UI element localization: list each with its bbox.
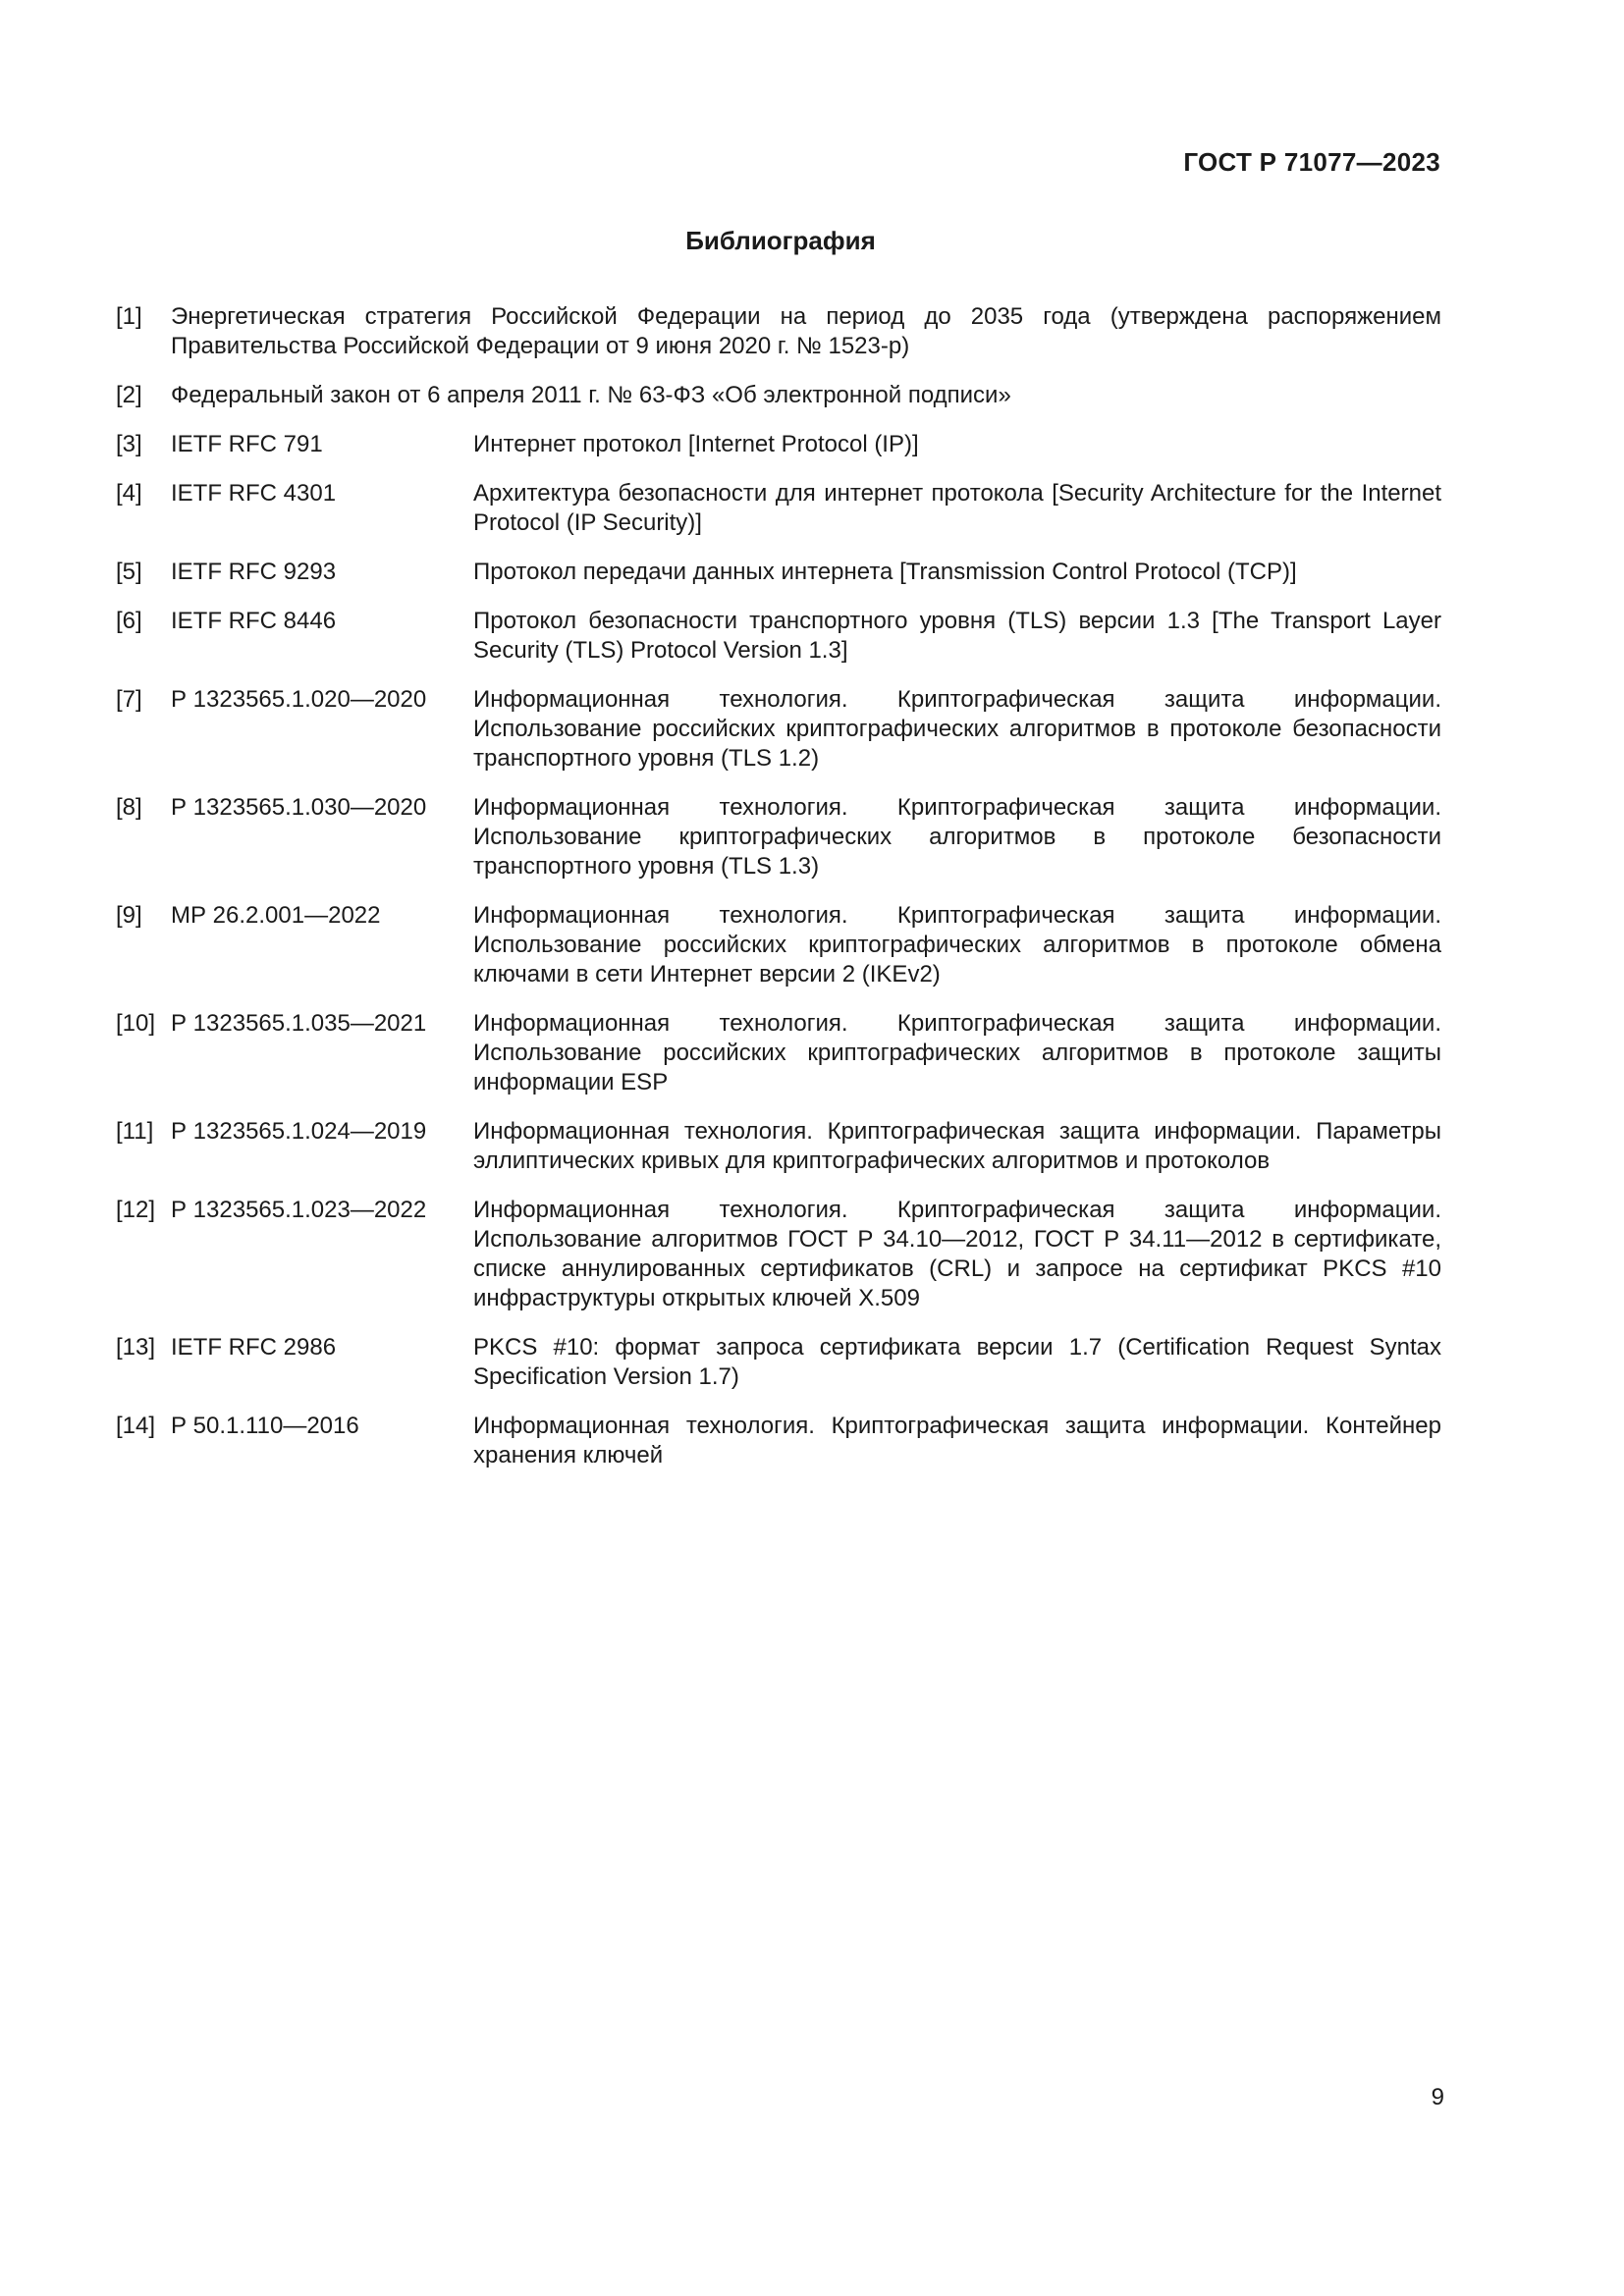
document-code: ГОСТ Р 71077—2023	[1183, 147, 1440, 177]
bibliography-entry	[116, 607, 1441, 666]
entry-number: [5]	[116, 559, 142, 585]
entry-text: Информационная технология. Криптографическая защита информации. Параметры эллиптических кривых для криптографических алгоритмов и протоколов	[473, 1118, 1441, 1174]
bibliography-entry	[116, 479, 1441, 538]
entry-number: [13]	[116, 1334, 156, 1361]
entry-text: Архитектура безопасности для интернет протокола [Security Architecture for the Internet Protocol (IP Security)]	[473, 480, 1441, 536]
entry-number: [6]	[116, 608, 142, 634]
entry-text: Информационная технология. Криптографическая защита информации. Использование российских криптографических алгоритмов в протоколе безопасности транспортного уровня (TLS 1.2)	[473, 686, 1441, 772]
page-number: 9	[1431, 2084, 1444, 2110]
entry-number: [1]	[116, 303, 142, 330]
entry-code: МР 26.2.001—2022	[171, 902, 381, 929]
entry-code: Р 1323565.1.024—2019	[171, 1118, 427, 1145]
entry-code: Р 50.1.110—2016	[171, 1413, 359, 1439]
entry-code: IETF RFC 4301	[171, 480, 337, 507]
entry-text: Интернет протокол [Internet Protocol (IP)]	[473, 431, 919, 457]
entry-text: Информационная технология. Криптографическая защита информации. Контейнер хранения ключей	[473, 1413, 1441, 1468]
entry-code: Р 1323565.1.023—2022	[171, 1197, 427, 1223]
bibliography-entry	[116, 1009, 1441, 1097]
entry-number: [3]	[116, 431, 142, 457]
entry-number: [2]	[116, 382, 142, 408]
entry-number: [10]	[116, 1010, 156, 1037]
entry-code: IETF RFC 2986	[171, 1334, 337, 1361]
entry-text: PKCS #10: формат запроса сертификата версии 1.7 (Certification Request Syntax Specification Version 1.7)	[473, 1334, 1441, 1390]
entry-code: Р 1323565.1.020—2020	[171, 686, 427, 713]
entry-text: Протокол передачи данных интернета [Transmission Control Protocol (TCP)]	[473, 559, 1297, 585]
bibliography-list	[116, 302, 1441, 1490]
bibliography-entry	[116, 793, 1441, 881]
entry-number: [14]	[116, 1413, 156, 1439]
entry-text: Информационная технология. Криптографическая защита информации. Использование российских криптографических алгоритмов в протоколе обмена ключами в сети Интернет версии 2 (IKEv2)	[473, 902, 1441, 988]
entry-number: [4]	[116, 480, 142, 507]
bibliography-entry	[116, 901, 1441, 989]
entry-code: Р 1323565.1.035—2021	[171, 1010, 427, 1037]
bibliography-entry	[116, 1333, 1441, 1392]
entry-code: IETF RFC 791	[171, 431, 323, 457]
bibliography-entry	[116, 1117, 1441, 1176]
bibliography-entry	[116, 558, 1441, 587]
entry-code: IETF RFC 8446	[171, 608, 337, 634]
entry-number: [7]	[116, 686, 142, 713]
entry-number: [9]	[116, 902, 142, 929]
bibliography-entry	[116, 1412, 1441, 1470]
entry-text: Информационная технология. Криптографическая защита информации. Использование криптографических алгоритмов в протоколе безопасности транспортного уровня (TLS 1.3)	[473, 794, 1441, 880]
entry-text: Информационная технология. Криптографическая защита информации. Использование алгоритмов ГОСТ Р 34.10—2012, ГОСТ Р 34.11—2012 в сертификате, списке аннулированных сертификатов (CRL) и запросе на сертификат PKCS #10 инфраструктуры открытых ключей X.509	[473, 1197, 1441, 1311]
entry-number: [12]	[116, 1197, 156, 1223]
bibliography-entry	[116, 430, 1441, 459]
entry-number: [11]	[116, 1118, 154, 1145]
bibliography-entry	[116, 1196, 1441, 1313]
entry-text: Федеральный закон от 6 апреля 2011 г. № 63-ФЗ «Об электронной подписи»	[171, 382, 1011, 408]
entry-text: Энергетическая стратегия Российской Федерации на период до 2035 года (утверждена распоряжением Правительства Российской Федерации от 9 июня 2020 г. № 1523-р)	[171, 303, 1441, 359]
bibliography-entry	[116, 685, 1441, 774]
entry-text: Протокол безопасности транспортного уровня (TLS) версии 1.3 [The Transport Layer Security (TLS) Protocol Version 1.3]	[473, 608, 1441, 664]
entry-code: Р 1323565.1.030—2020	[171, 794, 427, 821]
entry-number: [8]	[116, 794, 142, 821]
bibliography-entry	[116, 302, 1441, 361]
entry-text: Информационная технология. Криптографическая защита информации. Использование российских криптографических алгоритмов в протоколе защиты информации ESP	[473, 1010, 1441, 1095]
bibliography-entry	[116, 381, 1441, 410]
section-title: Библиография	[685, 226, 876, 255]
entry-code: IETF RFC 9293	[171, 559, 337, 585]
